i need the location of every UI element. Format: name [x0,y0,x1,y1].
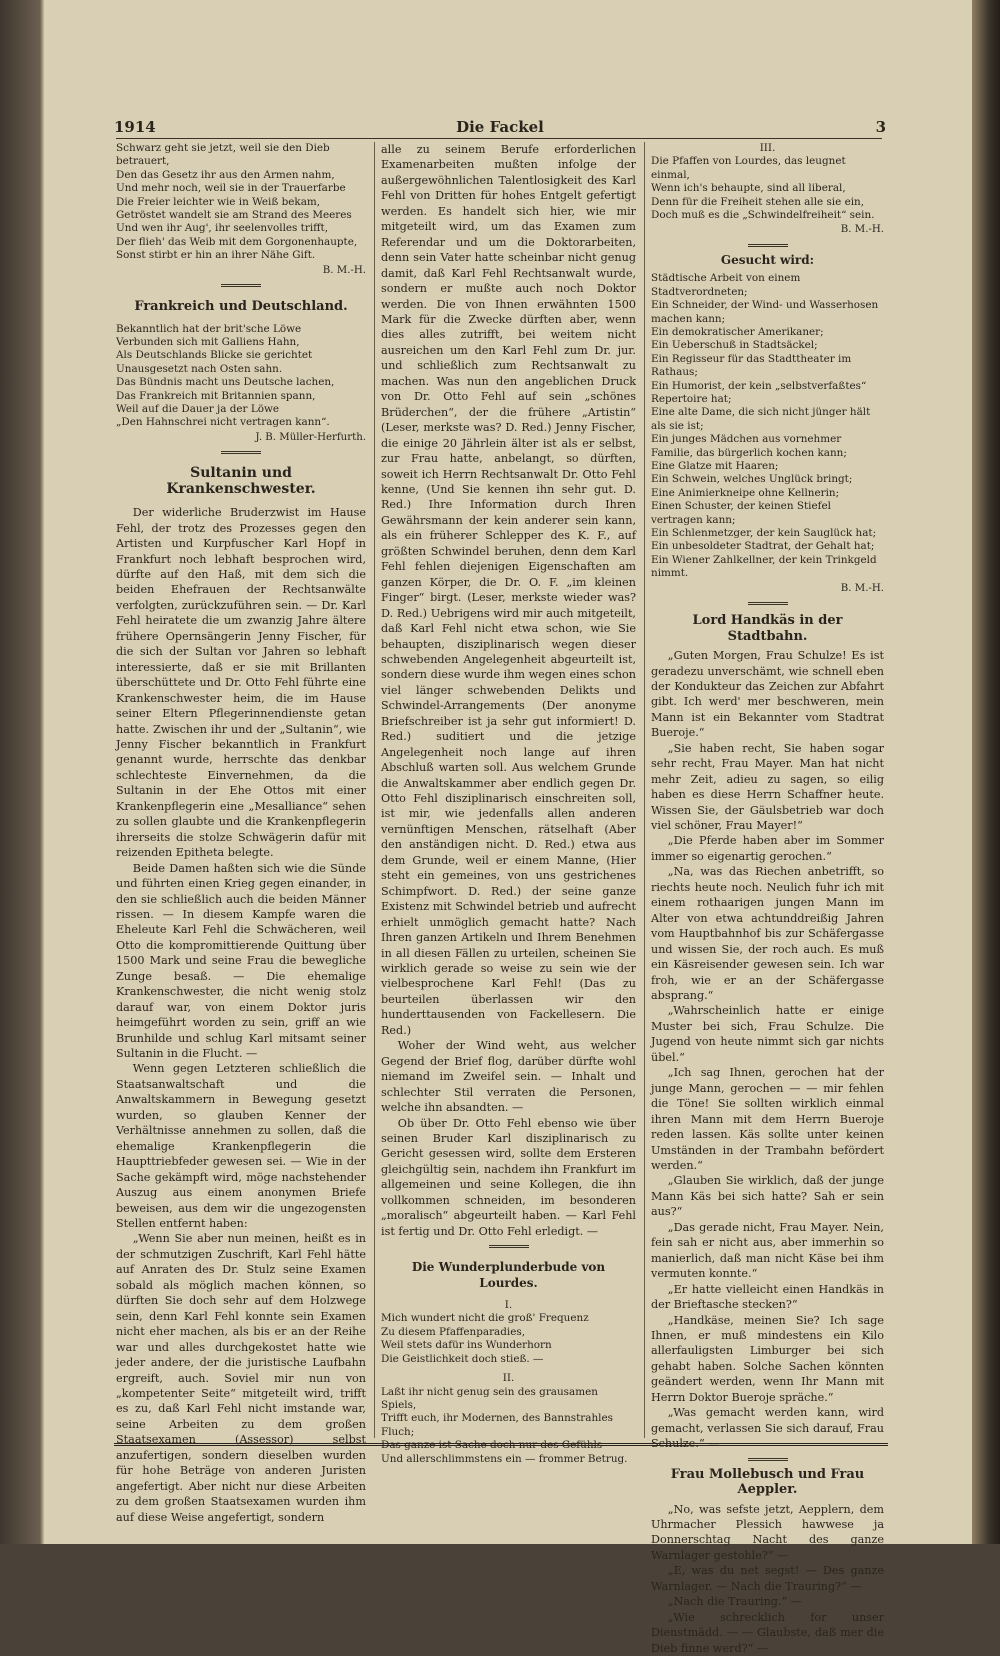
dialogue-paragraph: „Er hatte vielleicht einen Handkäs in der Brieftasche stecken?“ [651,1282,884,1312]
wanted-item: Ein Schneider, der Wind- und Wasserhosen machen kann; [651,299,879,325]
wanted-item: Ein Ueberschuß in Stadtsäckel; [651,339,818,352]
separator [748,1458,788,1461]
poem-line: Zu diesem Pfaffenparadies, [381,1325,525,1338]
lord-handkaes-text [651,648,884,1452]
poem-line: Bekanntlich hat der brit'sche Löwe [116,322,302,335]
poem-line: Die Geistlichkeit doch stieß. — [381,1352,544,1365]
poem-line: Weil stets dafür ins Wunderhorn [381,1339,552,1352]
gesucht-signature: B. M.-H. [840,582,884,594]
poem-line: Das Bündnis macht uns Deutsche lachen, [116,376,335,389]
heading-frankreich: Frankreich und Deutschland. [134,299,348,315]
dialogue-paragraph: „Nach die Trauring.“ — [667,1595,802,1609]
heading-lord-handkaes: Lord Handkäs in der Stadtbahn. [692,613,843,644]
poem-lourdes-2 [381,1386,636,1466]
dialogue-paragraph: „Handkäse, meinen Sie? Ich sage Ihnen, er muß mindestens ein Kilo allerfauligsten Limburger bei sich gehabt haben. Solche Sachen könnten geändert werden, wenn Ihr Mann mit Herrn Doktor Bueroje spräche.“ [651,1313,884,1404]
article-paragraph: alle zu seinem Berufe erforderlichen Examenarbeiten mußten infolge der außergewöhnlichen Talentlosigkeit des Karl Fehl von Dritten für hohes Entgelt gefertigt werden. Es handelt sich hier, wie mir mitgeteilt wird, um das Examen zum Referendar und um die Doktorarbeiten, denn sein Vater hatte scheinbar nicht genug damit, daß Karl Fehl Rechtsanwalt wurde, sondern er mußte auch noch Doktor werden. Die von Ihnen erwähnten 1500 Mark für die Zwecke dürften aber, wenn dies alles zutrifft, bei weitem nicht ausreichen um den Karl Fehl zum Dr. jur. und schließlich zum Rechtsanwalt zu machen. Was nun den angeblichen Druck von Dr. Otto Fehl auf sein „schönes Brüderchen“, der die frühere „Artistin“ (Leser, merkste was? D. Red.) Jenny Fischer, die einige 20 Jährlein älter ist als er selbst, zur Frau hatte, anbelangt, so dürften, soweit ich Herrn Rechtsanwalt Dr. Otto Fehl kenne, (Und Sie kennen ihn sehr gut. D. Red.) Ihre Information durch Ihren Gewährsmann der kein anderer sein kann, als ein früherer Schlepper des K. F., auf größten Schwindel beruhen, denn dem Karl Fehl fehlen diejenigen Eigenschaften am ganzen Körper, die Dr. O. F. „im kleinen Finger“ birgt. (Leser, merkste wieder was? D. Red.) Uebrigens wird mir auch mitgeteilt, daß Karl Fehl nicht etwa schon, wie Sie behaupten, disziplinarisch wegen dieser schwebenden Angelegenheit abgeurteilt ist, sondern diese wurde ihm wegen eines schon viel länger schwebenden Delikts und Schwindel-Arrangements (Der anonyme Briefschreiber ist ja sehr gut informiert! D. Red.) suditiert und die jetzige Angelegenheit noch lange auf ihren Abschluß warten soll. Aus welchem Grunde die Anwaltskammer aber endlich gegen Dr. Otto Fehl disziplinarisch einschreiten soll, ist mir, wie jedenfalls allen anderen vernünftigen Menschen, rätselhaft (Aber den anständigen nicht. D. Red.) etwa aus dem Grunde, weil er einem Manne, (Hier steht ein gemeines, von uns gestrichenes Schimpfwort. D. Red.) der seine ganze Existenz mit Schwindel betrieb und aufrecht erhielt unmöglich gemacht hatte? Nach Ihren ganzen Artikeln und Ihrem Benehmen in all diesen Fällen zu urteilen, scheinen Sie wirklich gerade so weise zu sein wie der vielbesprochene Karl Fehl! (Das zu beurteilen überlassen wir den hunderttausenden von Fackellesern. Die Red.) [381,143,636,1037]
wanted-item: Ein Schlenmetzger, der kein Sauglück hat; [651,527,877,540]
article-paragraph: Beide Damen haßten sich wie die Sünde und führten einen Krieg gegen einander, in den sie schließlich auch die beiden Männer rissen. — In diesem Kampfe waren die Eheleute Karl Fehl die Schwächeren, weil Otto die kompromittierende Quittung über 1500 Mark und seine Frau die bewegliche Zunge besaß. — Die ehemalige Krankenschwester, die nicht wenig stolz darauf war, von einem Doktor juris heimgeführt worden zu sein, griff an wie Brunhilde und schlug Karl mitsamt seiner Sultanin in die Flucht. — [116,861,366,1061]
poem-line: Mich wundert nicht die groß' Frequenz [381,1312,589,1325]
dialogue-paragraph: „Was gemacht werden kann, wird gemacht, verlassen Sie sich darauf, Frau Schulze.“ — [651,1406,884,1451]
dialogue-paragraph: „E, was du net segst! — Des ganze Warnlager. — Nach die Trauring?“ — [651,1564,884,1593]
heading-sultanin: Sultanin und Krankenschwester. [166,465,316,497]
poem-line: Und mehr noch, weil sie in der Trauerfarbe [116,182,346,195]
page-number: 3 [875,118,886,136]
gesucht-list [651,272,884,580]
poem-line: „Den Hahnschrei nicht vertragen kann“. [116,416,330,429]
poem-line: Denn für die Freiheit stehen alle sie ein, [651,195,865,208]
article-paragraph: „Wenn Sie aber nun meinen, heißt es in der schmutzigen Zuschrift, Karl Fehl hätte auf Anraten des Dr. Stulz seine Examen sobald als möglich machen können, so dürften Sie doch sehr auf dem Holzwege sein, denn Karl Fehl konnte sein Examen nicht eher machen, als bis er an der Reihe war und alles durchgekostet hatte wie jeder andere, der die juristische Laufbahn ergreift, auch. Soviel mir nun von „kompetenter Seite“ mitgeteilt wird, trifft es zu, daß Karl Fehl nicht imstande war, seine Arbeiten zu dem großen Staatsexamen (Assessor) selbst anzufertigen, sondern dieselben wurden für hohe Beträge von anderen Juristen angefertigt. Aber nicht nur diese Arbeiten zu dem großen Staatsexamen wurden ihm auf diese Weise angefertigt, sondern [116,1232,366,1524]
article-paragraph: Ob über Dr. Otto Fehl ebenso wie über seinen Bruder Karl disziplinarisch zu Gericht gesessen wird, sollte dem Ersteren gleichgültig sein, nachdem ihn Frankfurt im allgemeinen und seine Kollegen, die ihn vollkommen schneiden, im besonderen „moralisch“ abgeurteilt haben. — Karl Fehl ist fertig und Dr. Otto Fehl erledigt. — [381,1116,636,1238]
heading-lourdes: Die Wunderplunderbude von Lourdes. [411,1260,606,1290]
poem-line: Trifft euch, ihr Modernen, des Bannstrahles Fluch; [381,1412,613,1438]
poem-schwarz [116,142,366,263]
mollebusch-text [651,1502,884,1656]
article-paragraph: Der widerliche Bruderzwist im Hause Fehl, der trotz des Prozesses gegen den Artisten und Kurpfuscher Karl Hopf in Frankfurt noch lebhaft besprochen wird, dürfte auf den Haß, mit dem sich die beiden Ehefrauen der Rechtsanwälte verfolgten, zurückzuführen sein. — Dr. Karl Fehl heiratete die um zwanzig Jahre ältere frühere Opernsängerin Jenny Fischer, für die sich der Sultan vor Jahren so lebhaft interessierte, daß er sie mit Brillanten überschüttete und Dr. Otto Fehl führte eine Krankenschwester heim, die im Hause seiner Eltern Pflegerinnendienste getan hatte. Zwischen ihr und der „Sultanin“, wie Jenny Fischer bekanntlich in Frankfurt genannt wurde, herrschte das denkbar schlechteste Einvernehmen, da die Sultanin in der Ehe Ottos mit einer Krankenpflegerin eine „Mesalliance“ sehen zu sollen glaubte und die Krankenpflegerin ihrerseits die stolze Schwägerin dafür mit reizenden Epitheta belegte. [116,506,366,860]
poem-line: Weil auf die Dauer ja der Löwe [116,403,280,415]
poem-signature: B. M.-H. [840,224,884,236]
dialogue-paragraph: „Wie schrecklich for unser Dienstmädd. — — Glaubste, daß mer die Dieb finne werd?“ — [651,1610,884,1655]
column-1 [116,142,366,1525]
wanted-item: Eine Glatze mit Haaren; [651,460,779,473]
poem-line: Die Pfaffen von Lourdes, das leugnet einmal, [651,155,846,181]
wanted-item: Einen Schuster, der keinen Stiefel vertragen kann; [651,500,831,526]
wanted-item: Ein Humorist, der kein „selbstverfaßtes“ Repertoire hat; [651,379,867,405]
binding-spine [972,0,1000,1544]
wanted-item: Ein junges Mädchen aus vornehmer Familie, das bürgerlich kochen kann; [651,433,847,459]
separator [748,602,788,605]
wanted-item: Eine alte Dame, die sich nicht jünger hält als sie ist; [651,406,871,432]
wanted-item: Eine Animierkneipe ohne Kellnerin; [651,486,840,499]
roman-numeral: III. [759,142,776,154]
dialogue-paragraph: „Sie haben recht, Sie haben sogar sehr recht, Frau Mayer. Man hat nicht mehr Zeit, adieu zu sagen, so eilig haben es diese Herrn Schaffner heute. Wissen Sie, der Gäulsbetrieb war doch viel schöner, Frau Mayer!“ [651,741,884,833]
separator [489,1245,529,1248]
poem-line: Das Frankreich mit Britannien spann, [116,389,316,402]
column-2 [374,142,636,1465]
heading-gesucht: Gesucht wird: [720,252,815,267]
dialogue-paragraph: „No, was sefste jetzt, Aepplern, dem Uhrmacher Plessich hawwese ja Donnerschtag Nacht des ganze Warnlager gestohle?“ — [651,1502,884,1562]
dialogue-paragraph: „Na, was das Riechen anbetrifft, so riechts heute noch. Neulich fuhr ich mit einem rothaarigen jungen Mann im Alter von etwa achtunddreißig Jahren vom Hauptbahnhof bis zur Schäfergasse und wissen Sie, der roch auch. Es muß ein Käsreisender gewesen sein. Ich war froh, wie er an der Schäfergasse absprang.“ [651,865,884,1003]
poem-lourdes-3 [651,155,884,222]
article-paragraph: Wenn gegen Letzteren schließlich die Staatsanwaltschaft und die Anwaltskammern in Bewegung gesetzt wurden, so glauben Kenner der Verhältnisse annehmen zu sollen, daß die ehemalige Krankenpflegerin die Haupttriebfeder gewesen sei. — Wie in der Sache gekämpft wird, möge nachstehender Auszug aus einem anonymen Briefe beweisen, aus dem wir die ungezogensten Stellen entfernt haben: [116,1062,366,1231]
dialogue-paragraph: „Guten Morgen, Frau Schulze! Es ist geradezu unverschämt, wie schnell eben der Kondukteur das Zeichen zur Abfahrt gibt. Ich werd' mer beschweren, mein Mann ist ein Bekannter vom Stadtrat Bueroje.“ [651,649,884,740]
poem-line: Die Freier leichter wie in Weiß bekam, [116,195,321,208]
wanted-item: Ein Wiener Zahlkellner, der kein Trinkgeld nimmt. [651,553,877,580]
poem-frankreich [116,323,366,430]
ad-layout [114,1443,888,1446]
masthead-title: Die Fackel [456,118,544,136]
poem-line: Den das Gesetz ihr aus den Armen nahm, [116,168,335,181]
column-3 [644,142,884,1655]
wanted-item: Städtische Arbeit von einem Stadtverordneten; [651,272,801,298]
poem-line: Wenn ich's behaupte, sind all liberal, [651,182,846,195]
poem-line: Doch muß es die „Schwindelfreiheit“ sein. [651,209,875,222]
poem-signature: J. B. Müller-Herfurth. [255,431,366,443]
poem-line: Laßt ihr nicht genug sein des grausamen Spiels, [381,1385,598,1411]
wanted-item: Ein Schwein, welches Unglück bringt; [651,473,853,486]
separator [748,244,788,247]
year: 1914 [114,118,156,136]
dialogue-paragraph: „Das gerade nicht, Frau Mayer. Nein, fein sah er nicht aus, aber immerhin so manierlich, daß man nicht Käse bei ihm vermuten konnte.“ [651,1220,884,1281]
poem-line: Verbunden sich mit Galliens Hahn, [116,335,300,348]
poem-line: Unausgesetzt nach Osten sahn. [116,362,283,375]
poem-line: Getröstet wandelt sie am Strand des Meeres [116,209,352,222]
poem-line: Sonst stirbt er hin an ihrer Nähe Gift. [116,249,316,262]
poem-line: Das ganze ist Sache doch nur des Gefühls [381,1439,603,1452]
wanted-item: Ein Regisseur für das Stadttheater im Rathaus; [651,352,852,379]
poem-line: Als Deutschlands Blicke sie gerichtet [116,349,313,362]
dialogue-paragraph: „Wahrscheinlich hatte er einige Muster bei sich, Frau Schulze. Die Jugend von heute nimmt sich gar nichts übel.“ [651,1004,884,1064]
roman-numeral: I. [504,1299,513,1312]
poem-line: Der flieh' das Weib mit dem Gorgonenhaupte, [116,235,358,248]
dialogue-paragraph: „Die Pferde haben aber im Sommer immer so eigenartig gerochen.“ [651,834,884,863]
heading-mollebusch: Frau Mollebusch und Frau Aeppler. [670,1466,865,1498]
article-paragraph: Woher der Wind weht, aus welcher Gegend der Brief flog, darüber dürfte wohl niemand im Zweifel sein. — Inhalt und schlechter Stil verraten die Personen, welche ihn absandten. — [381,1039,636,1115]
poem-line: Und allerschlimmstens ein — frommer Betrug. [381,1452,628,1465]
dialogue-paragraph: „Glauben Sie wirklich, daß der junge Mann Käs bei sich hatte? Sah er sein aus?“ [651,1174,884,1219]
wanted-item: Ein demokratischer Amerikaner; [651,325,824,338]
running-header [114,118,886,140]
separator [221,451,261,454]
poem-signature: B. M.-H. [322,264,366,276]
separator [221,284,261,287]
poem-line: Schwarz geht sie jetzt, weil sie den Dieb betrauert, [116,142,330,168]
header-rule [116,138,882,139]
poem-line: Und wen ihr Aug', ihr seelenvolles trifft, [116,222,328,235]
poem-lourdes-1 [381,1312,636,1366]
wanted-item: Ein unbesoldeter Stadtrat, der Gehalt hat; [651,540,875,553]
roman-numeral: II. [502,1372,515,1385]
dialogue-paragraph: „Ich sag Ihnen, gerochen hat der junge Mann, gerochen — — mir fehlen die Töne! Sie sollten wirklich einmal ihren Mann mit dem Herrn Bueroje reden lassen. Käs sollte unter keinen Umständen in der Trambahn befördert werden.“ [651,1066,884,1172]
